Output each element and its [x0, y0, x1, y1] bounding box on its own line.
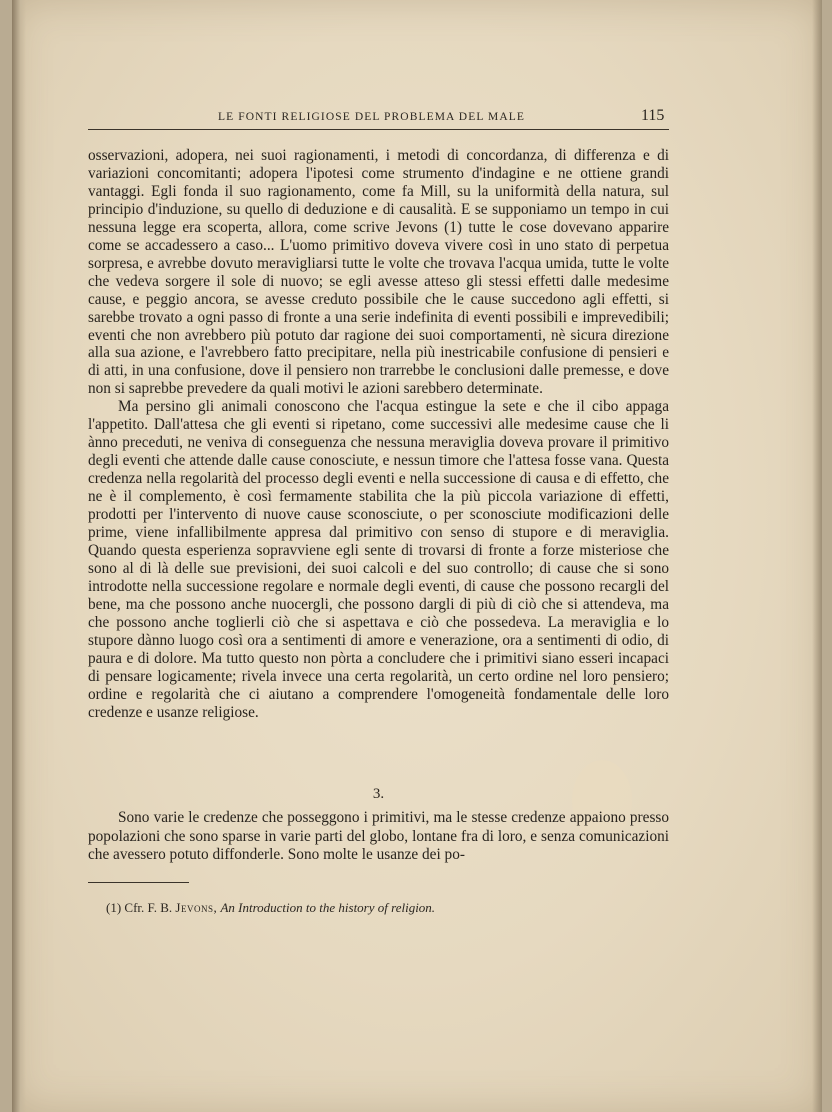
paragraph: Ma persino gli animali conoscono che l'acqua estingue la sete e che il cibo appaga l'appetito. Dall'attesa che gli eventi si ripetano, come successivi alle medesime cause che li ànno preceduti, ne veniva di conseguenza che nessuna meraviglia doveva provare il primitivo degli eventi che attende dalle cause conosciute, e nessun timore che l'attesa fosse vana. Questa credenza nella regolarità del processo degli eventi e nella successione di causa e di effetto, che ne è il complemento, è così fermamente stabilita che la più piccola variazione di effetti, prodotti per l'intervento di nuove cause sconosciute, o per sconosciute modificazioni delle prime, viene infallibilmente appresa dal primitivo con senso di stupore e di meraviglia. Quando questa esperienza sopravviene egli sente di trovarsi di fronte a forze misteriose che sono al di là delle sue previsioni, dei suoi calcoli e del suo controllo; di cause che si sono introdotte nella successione regolare e normale degli eventi, di cause che possono recargli del bene, ma che possono anche nuocergli, che possono dargli di più di ciò che si attendeva, ma che possono anche toglierli ciò che si aspettava e ciò che possedeva. La meraviglia e lo stupore dànno luogo così ora a sentimenti di amore e venerazione, ora a sentimenti di odio, di paura e di dolore. Ma tutto questo non pòrta a concludere che i primitivi siano esseri incapaci di pensare logicamente; rivela invece una certa regolarità, un certo ordine nel loro pensiero; ordine e regolarità che ci aiutano a comprendere l'omogeneità fondamentale delle loro credenze e usanze religiose.: [88, 398, 669, 721]
footnote: [106, 900, 666, 916]
running-head: LE FONTI RELIGIOSE DEL PROBLEMA DEL MALE: [218, 111, 525, 123]
section-text: [88, 809, 669, 865]
main-text: [88, 147, 669, 722]
page-number: 115: [641, 107, 665, 124]
footnote-rule: [88, 882, 189, 883]
page-gutter-shadow: [12, 0, 26, 1112]
page-edge-shadow: [812, 0, 822, 1112]
paragraph: Sono varie le credenze che posseggono i primitivi, ma le stesse credenze appaiono presso popolazioni che sono sparse in varie parti del globo, lontane fra di loro, e senza comunicazioni che avessero potuto diffonderle. Sono molte le usanze dei po-: [88, 809, 669, 863]
footnote-marker: (1) Cfr. F. B.: [106, 900, 173, 915]
paragraph: osservazioni, adopera, nei suoi ragionamenti, i metodi di concordanza, di differenza e di variazioni concomitanti; adopera l'ipotesi come strumento d'indagine e ne ottiene grandi vantaggi. Egli fonda il suo ragionamento, come fa Mill, su la uniformità della natura, sul principio d'induzione, su quello di deduzione e di causalità. E se supponiamo un tempo in cui nessuna legge era scoperta, allora, come scrive Jevons (1) tutte le cose dovevano apparire come se accadessero a caso... L'uomo primitivo doveva vivere così in uno stato di perpetua sorpresa, e avrebbe dovuto meravigliarsi tutte le volte che trovava l'acqua umida, tutte le volte che vedeva sorgere il sole di nuovo; se egli avesse atteso gli stessi effetti dalle medesime cause, e peggio ancora, se avesse creduto possibile che le cause succedono agli effetti, si sarebbe trovato a ogni passo di fronte a una serie indefinita di eventi possibili e imprevedibili; eventi che non avrebbero più potuto dar ragione dei suoi comportamenti, nè sicura direzione alla sua azione, e l'avrebbero fatto precipitare, nella più inestricabile confusione di pensieri e di atti, in una confusione, dove il pensiero non trarrebbe le conclusioni dalle premesse, e dove non si saprebbe prevedere da quali motivi le azioni sarebbero determinate.: [88, 147, 669, 398]
footnote-title: An Introduction to the history of religion.: [220, 900, 436, 915]
header-rule: [88, 129, 669, 130]
footnote-author: Jevons,: [175, 900, 218, 915]
section-number: 3.: [372, 786, 385, 802]
